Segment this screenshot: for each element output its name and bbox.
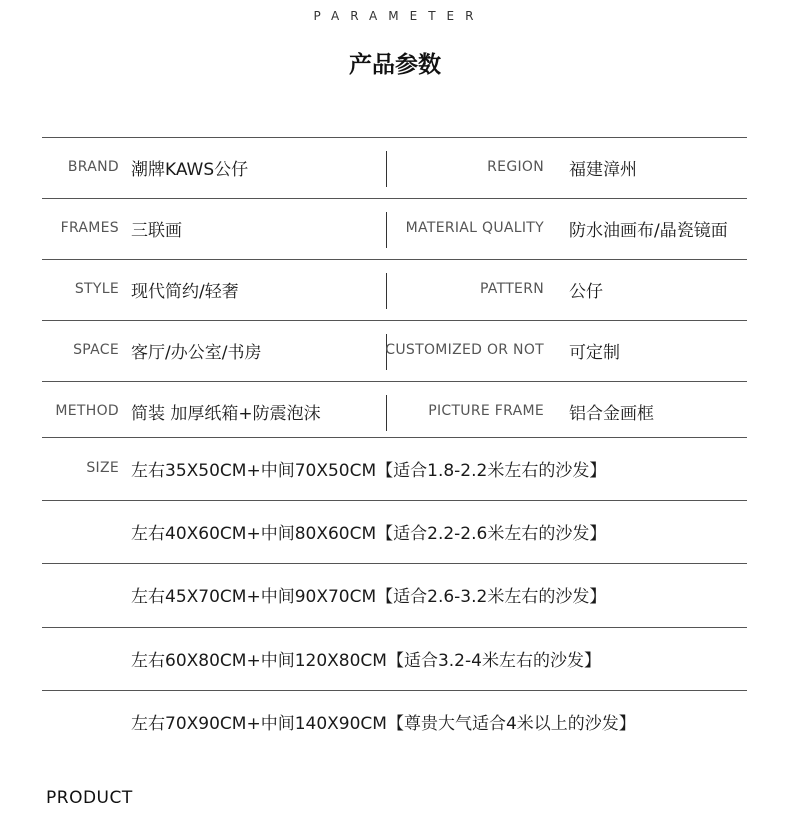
param-label: PICTURE FRAME [428, 403, 544, 419]
param-row-space [42, 321, 747, 382]
param-value: 客厅/办公室/书房 [131, 343, 262, 363]
param-label: CUSTOMIZED OR NOT [385, 342, 544, 358]
param-label: METHOD [55, 403, 119, 419]
size-option: 左右35X50CM+中间70X50CM【适合1.8-2.2米左右的沙发】 [131, 461, 607, 481]
column-divider [386, 395, 387, 431]
param-value: 三联画 [131, 221, 182, 241]
param-value: 铝合金画框 [569, 404, 654, 424]
param-value: 简装 加厚纸箱+防震泡沫 [131, 404, 321, 424]
column-divider [386, 273, 387, 309]
size-option: 左右60X80CM+中间120X80CM【适合3.2-4米左右的沙发】 [131, 651, 601, 671]
param-value: 可定制 [569, 343, 620, 363]
size-row [42, 691, 747, 754]
param-row-frames [42, 199, 747, 260]
param-value: 防水油画布/晶瓷镜面 [569, 221, 728, 241]
param-row-method [42, 382, 747, 438]
param-value: 公仔 [569, 282, 603, 302]
size-option: 左右40X60CM+中间80X60CM【适合2.2-2.6米左右的沙发】 [131, 524, 607, 544]
param-label: STYLE [74, 281, 119, 297]
param-label: FRAMES [60, 220, 119, 236]
param-value: 福建漳州 [569, 160, 637, 180]
size-row [42, 501, 747, 564]
column-divider [386, 212, 387, 248]
param-label: PATTERN [479, 281, 544, 297]
param-row-style [42, 260, 747, 321]
parameter-kicker: PARAMETER [313, 9, 485, 23]
param-label: MATERIAL QUALITY [405, 220, 544, 236]
size-row [42, 438, 747, 501]
param-label: BRAND [67, 159, 119, 175]
size-option: 左右45X70CM+中间90X70CM【适合2.6-3.2米左右的沙发】 [131, 587, 607, 607]
size-row [42, 628, 747, 691]
param-label: SPACE [73, 342, 119, 358]
size-row [42, 564, 747, 628]
param-row-brand [42, 138, 747, 199]
parameter-table [42, 137, 747, 754]
size-label: SIZE [86, 460, 119, 476]
param-value: 潮牌KAWS公仔 [131, 160, 249, 180]
param-value: 现代简约/轻奢 [131, 282, 239, 302]
param-label: REGION [487, 159, 544, 175]
size-option: 左右70X90CM+中间140X90CM【尊贵大气适合4米以上的沙发】 [131, 714, 636, 734]
product-section-label: PRODUCT [46, 788, 133, 808]
page-title: 产品参数 [349, 52, 441, 78]
column-divider [386, 151, 387, 187]
